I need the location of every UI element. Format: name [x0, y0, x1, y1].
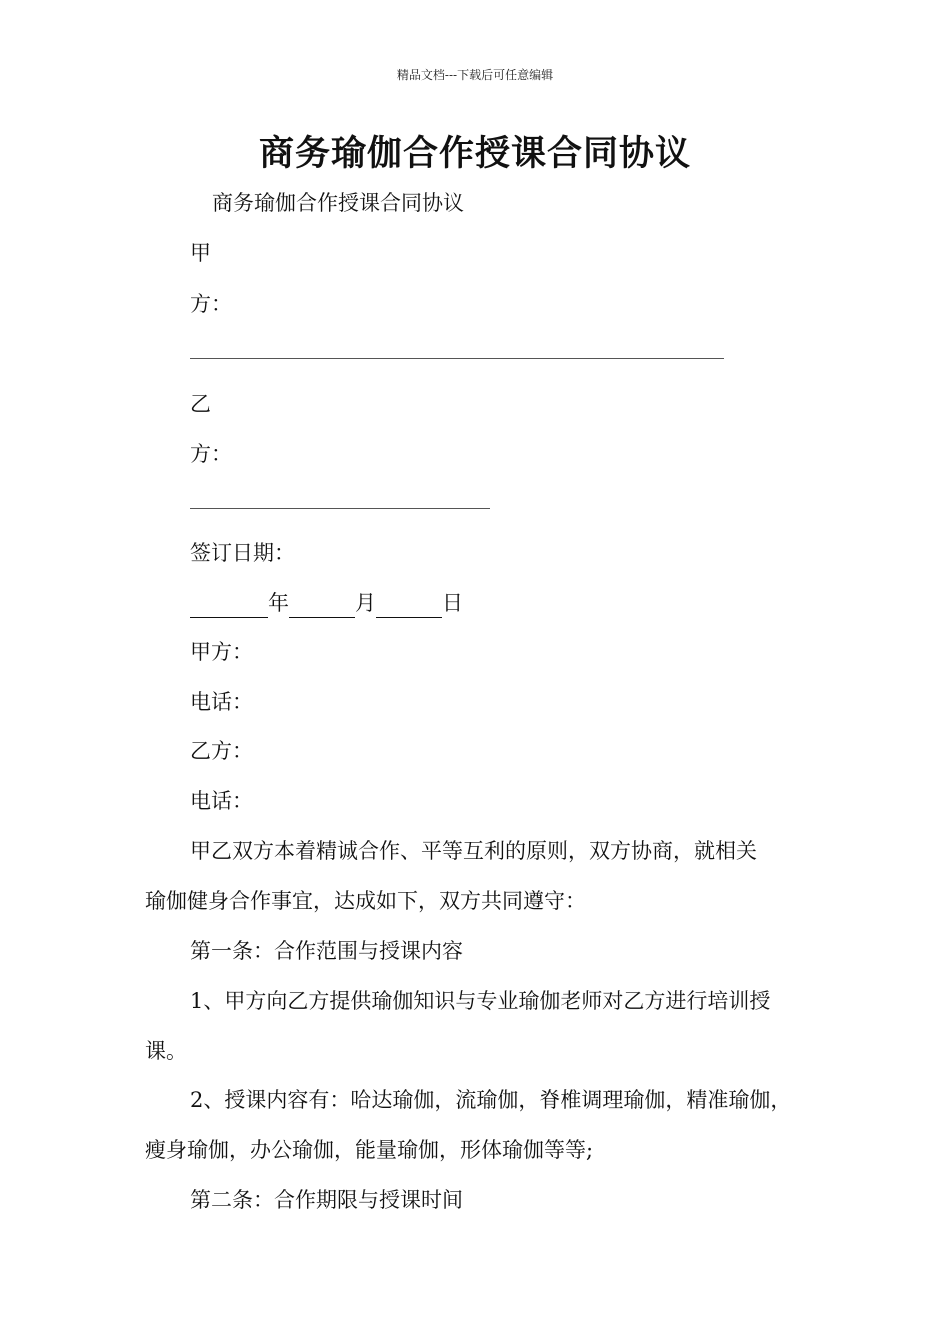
date-fill-row: [190, 587, 463, 617]
sign-date-label: 签订日期：: [190, 541, 295, 565]
document-subtitle: 商务瑜伽合作授课合同协议: [212, 191, 464, 215]
article-1-title: 第一条：合作范围与授课内容: [190, 939, 463, 963]
year-label: 年: [268, 591, 289, 615]
party-a-line: 甲方：: [190, 640, 253, 664]
party-b-label-line2: 方：: [190, 442, 232, 466]
item-1-line2: 课。: [145, 1039, 187, 1063]
day-blank: [376, 595, 442, 618]
month-label: 月: [355, 591, 376, 615]
party-b-label-line1: 乙: [190, 392, 211, 416]
party-a-fill-line: [190, 358, 724, 359]
phone-b-line: 电话：: [190, 789, 253, 813]
item-2-line2: 瘦身瑜伽，办公瑜伽，能量瑜伽，形体瑜伽等等;: [145, 1138, 594, 1162]
phone-a-line: 电话：: [190, 690, 253, 714]
item-2-line1: 2、授课内容有：哈达瑜伽，流瑜伽，脊椎调理瑜伽，精准瑜伽，: [190, 1088, 792, 1112]
day-label: 日: [442, 591, 463, 615]
year-blank: [190, 595, 268, 618]
party-b-fill-line: [190, 508, 490, 509]
document-title: 商务瑜伽合作授课合同协议: [258, 134, 691, 174]
intro-paragraph-line2: 瑜伽健身合作事宜，达成如下，双方共同遵守：: [145, 889, 586, 913]
item-1-line1: 1、甲方向乙方提供瑜伽知识与专业瑜伽老师对乙方进行培训授: [190, 989, 771, 1013]
article-2-title: 第二条：合作期限与授课时间: [190, 1188, 463, 1212]
month-blank: [289, 595, 355, 618]
party-a-label-line1: 甲: [190, 241, 211, 265]
party-a-label-line2: 方：: [190, 292, 232, 316]
party-b-line: 乙方：: [190, 739, 253, 763]
page-header: 精品文档---下载后可任意编辑: [396, 68, 554, 82]
intro-paragraph-line1: 甲乙双方本着精诚合作、平等互利的原则，双方协商，就相关: [190, 839, 757, 863]
